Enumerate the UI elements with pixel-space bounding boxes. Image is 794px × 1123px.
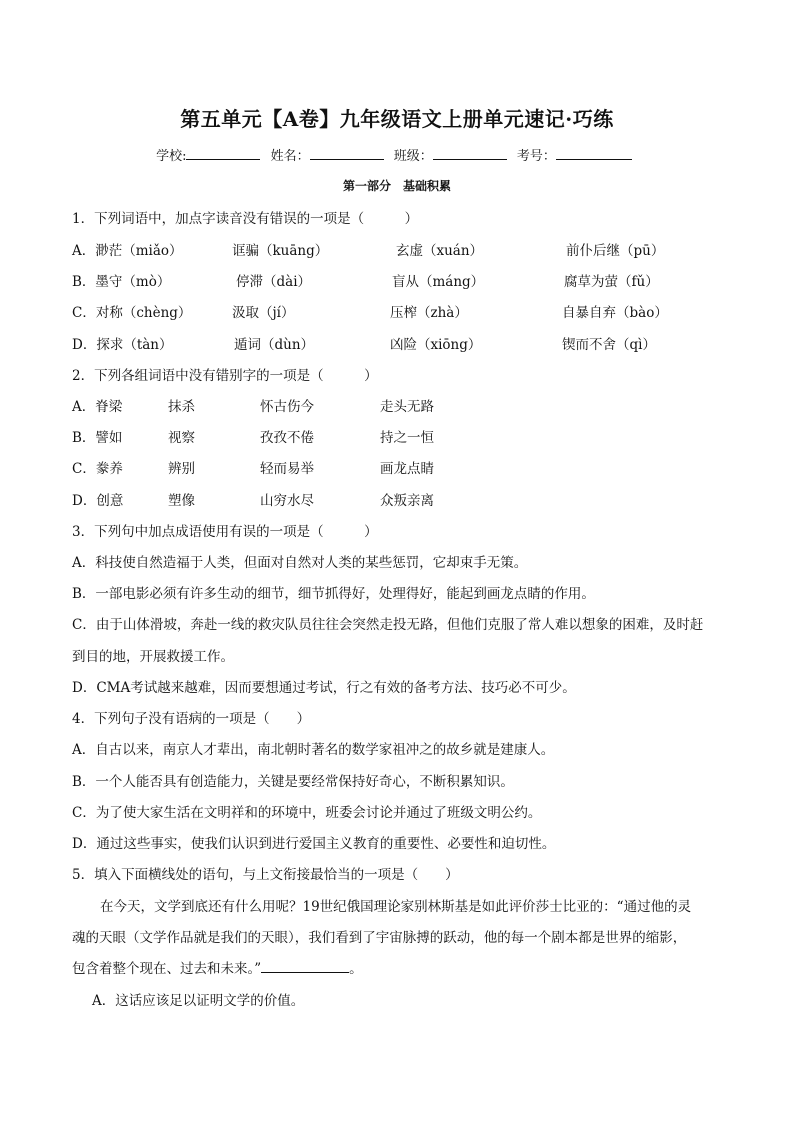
q5-passage-line3 (72, 957, 726, 977)
q1-option-d-1: D．探求（tàn） (72, 337, 173, 353)
q3-option-a: A．科技使自然造福于人类，但面对自然对人类的某些惩罚，它却束手无策。 (72, 555, 528, 571)
q1-stem: 1．下列词语中，加点字读音没有错误的一项是（ ） (72, 211, 419, 227)
name-label: 姓名： (270, 149, 310, 164)
q2-option-a-2: 抹杀 (168, 399, 195, 415)
q1-option-a-3: 玄虚（xuán） (396, 243, 484, 259)
q2-option-c-1: C．豢养 (72, 461, 123, 477)
q3-option-d: D．CMA考试越来越难，因而要想通过考试，行之有效的备考方法、技巧必不可少。 (72, 680, 576, 696)
exam-no-label: 考号： (516, 149, 556, 164)
q2-option-d-2: 塑像 (168, 493, 195, 509)
class-blank[interactable] (433, 147, 507, 160)
q1-option-a-2: 诓骗（kuāng） (232, 243, 329, 259)
q1-option-b-3: 盲从（máng） (392, 274, 485, 290)
q2-option-c-3: 轻而易举 (260, 461, 314, 477)
q4-stem: 4．下列句子没有语病的一项是（ ） (72, 711, 311, 727)
q1-option-d-3: 凶险（xiōng） (390, 337, 482, 353)
q1-option-d-4: 锲而不舍（qì） (562, 337, 656, 353)
q5-answer-blank[interactable] (261, 960, 349, 973)
exam-no-blank[interactable] (556, 147, 632, 160)
q2-option-a-4: 走头无路 (380, 399, 434, 415)
q1-option-d-2: 遁词（dùn） (234, 337, 315, 353)
q2-option-b-4: 持之一恒 (380, 430, 434, 446)
q2-option-d-4: 众叛亲离 (380, 493, 434, 509)
q4-option-b: B．一个人能否具有创造能力，关键是要经常保持好奇心，不断积累知识。 (72, 774, 514, 790)
q2-option-b-1: B．譬如 (72, 430, 123, 446)
q1-option-a-4: 前仆后继（pū） (566, 243, 665, 259)
name-blank[interactable] (310, 147, 384, 160)
q1-option-c-3: 压榨（zhà） (390, 305, 468, 321)
q5-passage-line1: 在今天，文学到底还有什么用呢？19世纪俄国理论家别林斯基是如此评价莎士比亚的：“通过他的灵 (100, 899, 692, 915)
q2-option-d-1: D．创意 (72, 493, 124, 509)
q1-option-a-1: A．渺茫（miǎo） (72, 243, 183, 259)
q2-option-a-1: A．脊梁 (72, 399, 123, 415)
q1-option-b-2: 停滞（dài） (236, 274, 312, 290)
q1-option-b-4: 腐草为萤（fǔ） (564, 274, 659, 290)
q2-option-b-2: 视察 (168, 430, 195, 446)
q4-option-d: D．通过这些事实，使我们认识到进行爱国主义教育的重要性、必要性和迫切性。 (72, 836, 556, 852)
q2-option-c-2: 辨别 (168, 461, 195, 477)
q5-passage-line3-end: 。 (349, 961, 363, 977)
q2-option-b-3: 孜孜不倦 (260, 430, 314, 446)
q3-option-c-line1: C．由于山体滑坡，奔赴一线的救灾队员往往会突然走投无路，但他们克服了常人难以想象的困难，及时赶 (72, 617, 704, 633)
q5-option-a: A．这话应该足以证明文学的价值。 (92, 993, 305, 1009)
q5-passage-line2: 魂的天眼（文学作品就是我们的天眼），我们看到了宇宙脉搏的跃动，他的每一个剧本都是世界的缩影， (72, 930, 687, 946)
q1-option-c-2: 汲取（jí） (232, 305, 295, 321)
school-label: 学校: (156, 149, 187, 164)
q1-option-c-4: 自暴自弃（bào） (562, 305, 668, 321)
class-label: 班级： (393, 149, 433, 164)
q2-option-a-3: 怀古伤今 (260, 399, 314, 415)
q3-stem: 3．下列句中加点成语使用有误的一项是（ ） (72, 524, 378, 540)
q5-stem: 5．填入下面横线处的语句，与上文衔接最恰当的一项是（ ） (72, 867, 459, 883)
page-title: 第五单元【A卷】九年级语文上册单元速记·巧练 (180, 107, 614, 131)
section-heading: 第一部分 基础积累 (342, 179, 451, 193)
q2-option-d-3: 山穷水尽 (260, 493, 314, 509)
q3-option-c-line2: 到目的地，开展救援工作。 (72, 649, 234, 665)
q3-option-b: B．一部电影必须有许多生动的细节，细节抓得好，处理得好，能起到画龙点睛的作用。 (72, 586, 595, 602)
q1-option-b-1: B．墨守（mò） (72, 274, 171, 290)
q2-stem: 2．下列各组词语中没有错别字的一项是（ ） (72, 368, 378, 384)
q1-option-c-1: C．对称（chèng） (72, 305, 192, 321)
q4-option-c: C．为了使大家生活在文明祥和的环境中，班委会讨论并通过了班级文明公约。 (72, 805, 542, 821)
school-blank[interactable] (186, 147, 260, 160)
student-info-row (0, 145, 794, 164)
q2-option-c-4: 画龙点睛 (380, 461, 434, 477)
q5-passage-line3-text: 包含着整个现在、过去和未来。” (72, 961, 262, 977)
q4-option-a: A．自古以来，南京人才辈出，南北朝时著名的数学家祖冲之的故乡就是建康人。 (72, 742, 555, 758)
